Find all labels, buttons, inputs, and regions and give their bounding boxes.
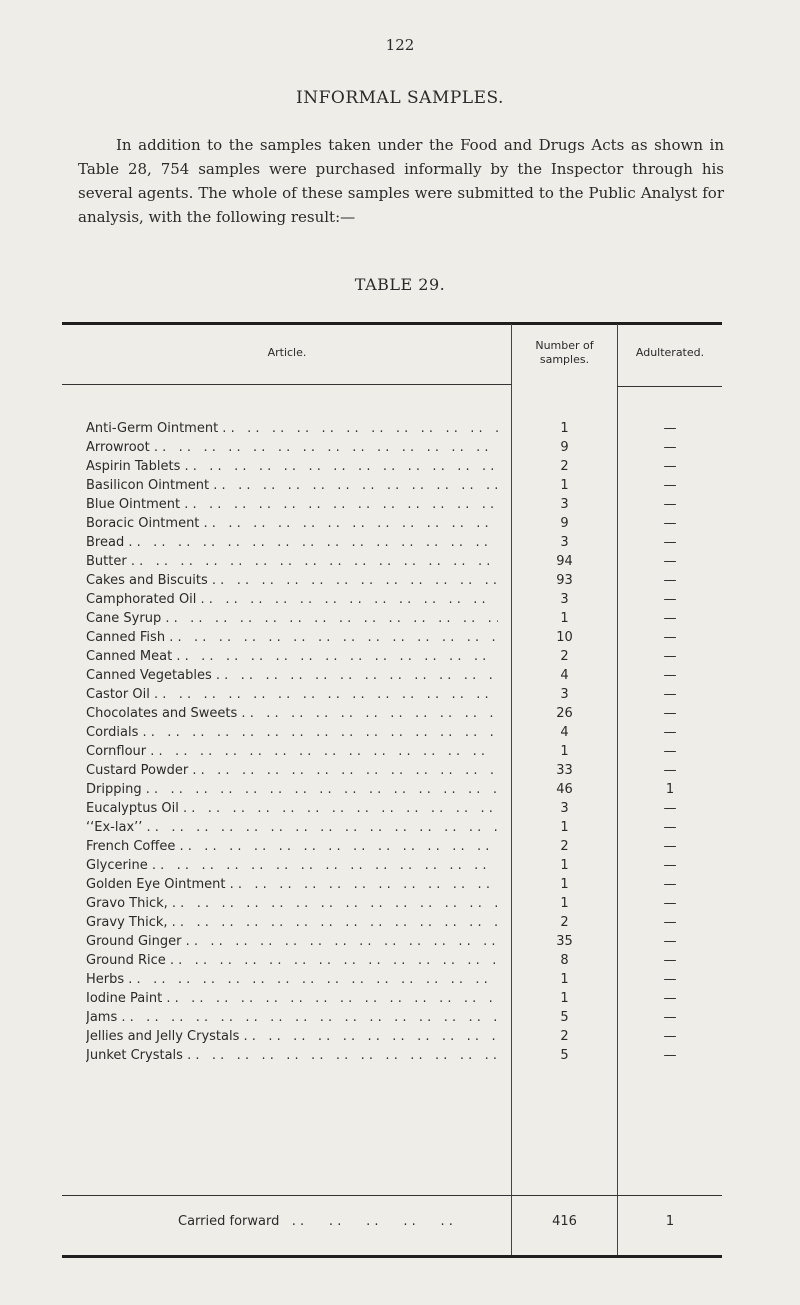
carried-forward-label: Carried forward . . [178,1212,498,1232]
row-article: Junket Crystals . . [86,1046,498,1065]
row-number: 8 [560,953,569,968]
row-number: 5 [560,1010,569,1025]
row-number: 1 [560,744,569,759]
row-article: Cane Syrup . . [86,609,498,628]
row-article: Iodine Paint . . [86,989,498,1008]
row-adulterated: — [663,535,677,550]
carried-forward-rule [62,1195,722,1196]
row-number: 1 [560,478,569,493]
row-adulterated: 1 [665,782,675,797]
table-row [0,495,800,514]
table-row [0,1008,800,1027]
row-adulterated: — [663,554,677,569]
row-number: 2 [560,459,569,474]
row-article: ‘‘Ex-lax’’ . . [86,818,498,837]
table-row [0,799,800,818]
table-row [0,457,800,476]
table-body [0,419,800,1065]
table-row [0,476,800,495]
column-header-adulterated: Adulterated. [635,346,705,359]
row-adulterated: — [663,744,677,759]
table-row [0,1046,800,1065]
row-number: 1 [560,991,569,1006]
row-number: 1 [560,972,569,987]
row-number: 35 [556,934,573,949]
row-adulterated: — [663,516,677,531]
table-row [0,609,800,628]
row-number: 1 [560,611,569,626]
row-article: Blue Ointment . . [86,495,498,514]
row-number: 1 [560,858,569,873]
row-adulterated: — [663,934,677,949]
row-adulterated: — [663,725,677,740]
row-number: 4 [560,668,569,683]
table-row [0,628,800,647]
row-adulterated: — [663,459,677,474]
row-article: Herbs . . [86,970,498,989]
table-row [0,780,800,799]
row-adulterated: — [663,611,677,626]
row-article: Golden Eye Ointment . . [86,875,498,894]
row-article: Dripping . . [86,780,498,799]
row-number: 4 [560,725,569,740]
row-adulterated: — [663,706,677,721]
row-adulterated: — [663,915,677,930]
row-adulterated: — [663,1048,677,1063]
row-article: Custard Powder . . [86,761,498,780]
row-number: 46 [556,782,573,797]
column-header-article: Article. [267,346,307,359]
column-header-number-text: Number of samples. [535,339,594,366]
table-row [0,951,800,970]
row-adulterated: — [663,820,677,835]
table-row [0,533,800,552]
table-row [0,913,800,932]
row-number: 3 [560,592,569,607]
table-row [0,590,800,609]
row-article: Basilicon Ointment . . [86,476,498,495]
row-article: Butter . . [86,552,498,571]
row-number: 33 [556,763,573,778]
row-adulterated: — [663,801,677,816]
table-row [0,837,800,856]
table-row [0,571,800,590]
row-adulterated: — [663,421,677,436]
row-article: Camphorated Oil . . [86,590,498,609]
table-row [0,1027,800,1046]
row-adulterated: — [663,687,677,702]
row-article: Arrowroot . . [86,438,498,457]
carried-forward-row [0,1212,800,1232]
row-number: 1 [560,877,569,892]
table-row [0,666,800,685]
carried-forward-number: 416 [552,1214,577,1229]
row-article: Anti-Germ Ointment . . [86,419,498,438]
row-article: Canned Fish . . [86,628,498,647]
table-title: TABLE 29. [354,275,446,294]
intro-paragraph: In addition to the samples taken under the Food and Drugs Acts as shown in Table 28, 754 samples were purchased informally by the Inspector through his several agents. The whole of these samples were submitted to the Public Analyst for analysis, with the following result:— [78,136,724,226]
row-adulterated: — [663,953,677,968]
row-article: Canned Vegetables . . [86,666,498,685]
row-adulterated: — [663,972,677,987]
row-number: 1 [560,896,569,911]
table-row [0,685,800,704]
table-row [0,438,800,457]
row-adulterated: — [663,592,677,607]
row-article: Ground Ginger . . [86,932,498,951]
row-number: 3 [560,497,569,512]
row-adulterated: — [663,497,677,512]
table-top-rule [62,322,722,325]
row-adulterated: — [663,763,677,778]
row-article: Boracic Ointment . . [86,514,498,533]
row-article: Eucalyptus Oil . . [86,799,498,818]
row-adulterated: — [663,896,677,911]
row-adulterated: — [663,630,677,645]
table-row [0,894,800,913]
row-number: 1 [560,421,569,436]
table-row [0,647,800,666]
table-row [0,761,800,780]
row-number: 94 [556,554,573,569]
row-adulterated: — [663,858,677,873]
row-article: Castor Oil . . [86,685,498,704]
row-article: French Coffee . . [86,837,498,856]
row-number: 10 [556,630,573,645]
row-number: 2 [560,839,569,854]
row-adulterated: — [663,573,677,588]
row-article: Gravo Thick, . . [86,894,498,913]
row-article: Glycerine . . [86,856,498,875]
table-row [0,723,800,742]
row-adulterated: — [663,478,677,493]
table-row [0,818,800,837]
row-number: 3 [560,801,569,816]
row-adulterated: — [663,877,677,892]
row-article: Cordials . . [86,723,498,742]
row-article: Canned Meat . . [86,647,498,666]
section-heading: INFORMAL SAMPLES. [296,88,504,108]
row-article: Ground Rice . . [86,951,498,970]
table-row [0,419,800,438]
row-adulterated: — [663,649,677,664]
row-number: 5 [560,1048,569,1063]
column-header-number [512,339,617,367]
row-number: 2 [560,1029,569,1044]
row-article: Jams . . [86,1008,498,1027]
table-row [0,514,800,533]
row-adulterated: — [663,991,677,1006]
row-number: 1 [560,820,569,835]
row-number: 9 [560,440,569,455]
row-number: 2 [560,915,569,930]
row-article: Aspirin Tablets . . [86,457,498,476]
page-number: 122 [385,36,415,54]
table-row [0,552,800,571]
row-number: 93 [556,573,573,588]
row-adulterated: — [663,1029,677,1044]
carried-forward-adulterated: 1 [665,1214,675,1229]
table-row [0,856,800,875]
row-number: 9 [560,516,569,531]
table-row [0,989,800,1008]
header-rule-article [62,384,512,385]
row-number: 3 [560,535,569,550]
table-row [0,742,800,761]
table-row [0,875,800,894]
row-adulterated: — [663,839,677,854]
row-adulterated: — [663,440,677,455]
header-rule-adulterated [617,386,722,387]
table-row [0,704,800,723]
row-number: 3 [560,687,569,702]
row-adulterated: — [663,1010,677,1025]
row-article: Gravy Thick, . . [86,913,498,932]
table-bottom-rule [62,1255,722,1258]
table-row [0,932,800,951]
table-row [0,970,800,989]
row-article: Cornflour . . [86,742,498,761]
row-article: Chocolates and Sweets . . [86,704,498,723]
row-article: Jellies and Jelly Crystals . . [86,1027,498,1046]
row-number: 2 [560,649,569,664]
row-number: 26 [556,706,573,721]
row-adulterated: — [663,668,677,683]
row-article: Bread . . [86,533,498,552]
row-article: Cakes and Biscuits . . [86,571,498,590]
